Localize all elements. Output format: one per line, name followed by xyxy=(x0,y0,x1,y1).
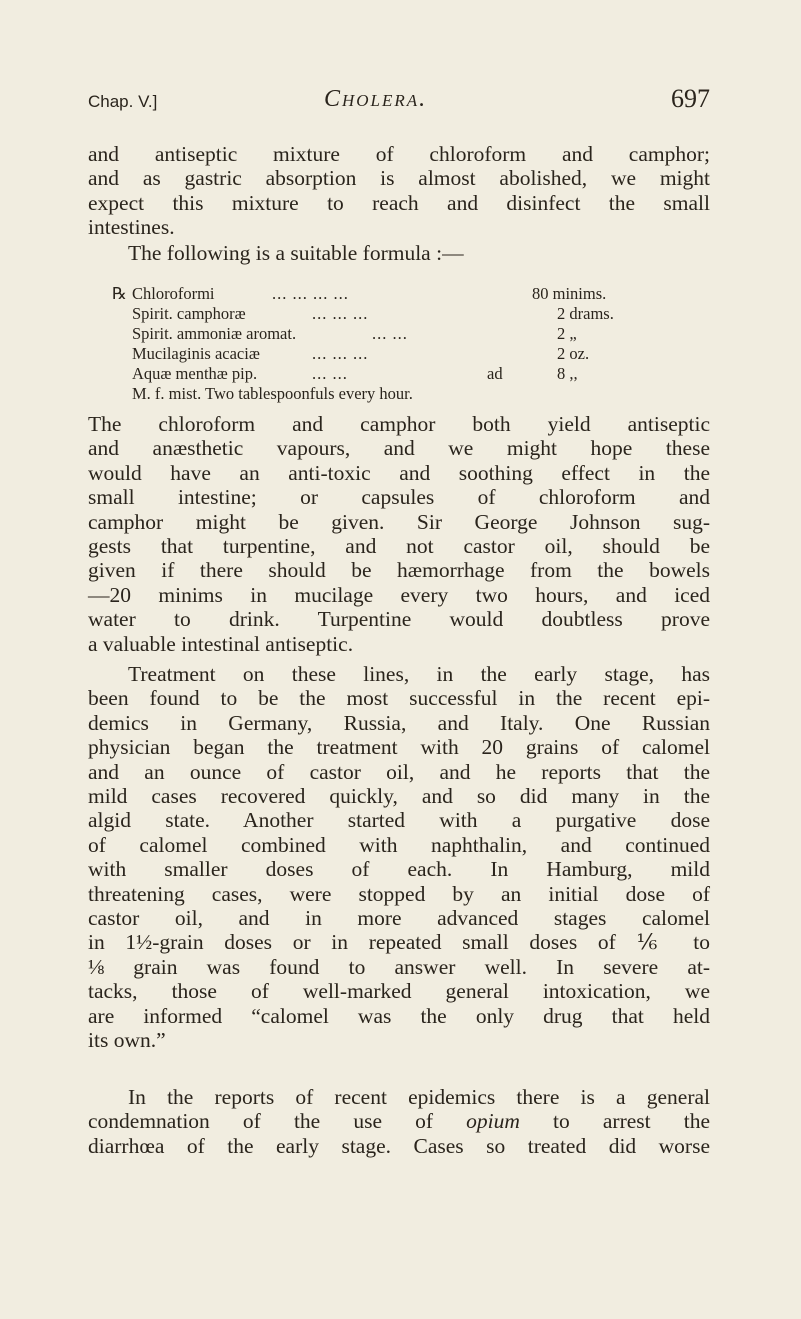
text-line: —20 minims in mucilage every two hours, and iced xyxy=(88,582,710,607)
ingredient-quantity: 2 drams. xyxy=(557,304,614,323)
ingredient-quantity: 2 oz. xyxy=(557,344,590,363)
prescription-row xyxy=(132,364,692,384)
body-paragraph-3 xyxy=(88,1085,710,1158)
text-line: and an ounce of castor oil, and he reports that the xyxy=(88,759,710,784)
prescription-signature: M. f. mist. Two tablespoonfuls every hour. xyxy=(132,384,413,403)
text-line: are informed “calomel was the only drug that held xyxy=(88,1003,710,1028)
text-line: In the reports of recent epidemics there is a general xyxy=(128,1085,710,1109)
ingredient-name: Aquæ menthæ pip. xyxy=(132,364,258,383)
text-line: Treatment on these lines, in the early stage, has xyxy=(128,662,710,686)
text-line: gests that turpentine, and not castor oil, should be xyxy=(88,534,710,559)
recipe-symbol: ℞ xyxy=(112,284,127,303)
text-line: small intestine; or capsules of chloroform and xyxy=(88,485,710,510)
text-line: ⅛ grain was found to answer well. In severe at- xyxy=(88,954,710,979)
text-line: mild cases recovered quickly, and so did many in the xyxy=(88,784,710,809)
leader-dots: ... ... xyxy=(372,324,408,343)
text-line: camphor might be given. Sir George Johnson sug- xyxy=(88,509,710,534)
text-line: tacks, those of well-marked general intoxication, we xyxy=(88,979,710,1004)
ingredient-name: Mucilaginis acaciæ xyxy=(132,344,260,363)
text-line: would have an anti-toxic and soothing effect in the xyxy=(88,460,710,485)
text-line: and as gastric absorption is almost abolished, we might xyxy=(88,166,710,191)
text-line: and antiseptic mixture of chloroform and camphor; xyxy=(88,142,710,166)
text-line: of calomel combined with naphthalin, and continued xyxy=(88,832,710,857)
text-line: intestines. xyxy=(88,215,175,240)
page-header xyxy=(88,84,710,132)
ingredient-name: Spirit. camphoræ xyxy=(132,304,246,323)
prescription-block xyxy=(112,284,692,404)
body-paragraph-1 xyxy=(88,412,710,656)
page-number: 697 xyxy=(671,84,710,113)
chapter-label: Chap. V.] xyxy=(88,92,158,111)
text-line: and anæsthetic vapours, and we might hope these xyxy=(88,436,710,461)
text-line: diarrhœa of the early stage. Cases so treated did worse xyxy=(88,1133,710,1158)
text-line: water to drink. Turpentine would doubtless prove xyxy=(88,607,710,632)
text-line: a valuable intestinal antiseptic. xyxy=(88,631,354,656)
intro-paragraph xyxy=(88,142,710,240)
ingredient-quantity: 8 ,, xyxy=(557,364,578,383)
running-title: Cholera. xyxy=(324,86,428,112)
ingredient-name: Chloroformi xyxy=(132,284,215,303)
ingredient-quantity: 80 minims. xyxy=(532,284,607,303)
body-paragraph-2 xyxy=(88,662,710,1053)
text-line: demics in Germany, Russia, and Italy. One Russian xyxy=(88,710,710,735)
text-line: with smaller doses of each. In Hamburg, mild xyxy=(88,857,710,882)
text-line: The chloroform and camphor both yield antiseptic xyxy=(88,412,710,436)
italic-term: opium xyxy=(466,1109,520,1134)
leader-dots: ... ... ... ... xyxy=(272,284,349,303)
prescription-row xyxy=(132,344,692,364)
leader-dots: ... ... xyxy=(312,364,348,383)
text-line: physician began the treatment with 20 grains of calomel xyxy=(88,735,710,760)
prescription-signature-row xyxy=(132,384,692,404)
text-line: castor oil, and in more advanced stages calomel xyxy=(88,906,710,931)
text-line: The following is a suitable formula :— xyxy=(128,241,464,265)
ingredient-quantity: 2 „ xyxy=(557,324,577,343)
prescription-row xyxy=(112,284,692,304)
prescription-row xyxy=(132,324,692,344)
text-fragment: condemnation of the use of xyxy=(88,1109,434,1134)
ad-marker: ad xyxy=(487,364,503,383)
text-line: been found to be the most successful in the recent epi- xyxy=(88,686,710,711)
text-line: algid state. Another started with a purgative dose xyxy=(88,808,710,833)
text-line: its own.” xyxy=(88,1028,166,1053)
text-line: in 1½-grain doses or in repeated small doses of ⅙ to xyxy=(88,930,710,955)
text-line: threatening cases, were stopped by an initial dose of xyxy=(88,881,710,906)
leader-dots: ... ... ... xyxy=(312,344,369,363)
formula-intro xyxy=(88,241,710,265)
text-line: expect this mixture to reach and disinfect the small xyxy=(88,190,710,215)
text-line xyxy=(88,1109,710,1133)
text-fragment: to arrest the xyxy=(553,1109,711,1134)
text-line: given if there should be hæmorrhage from the bowels xyxy=(88,558,710,583)
ingredient-name: Spirit. ammoniæ aromat. xyxy=(132,324,297,343)
prescription-row xyxy=(132,304,692,324)
leader-dots: ... ... ... xyxy=(312,304,369,323)
